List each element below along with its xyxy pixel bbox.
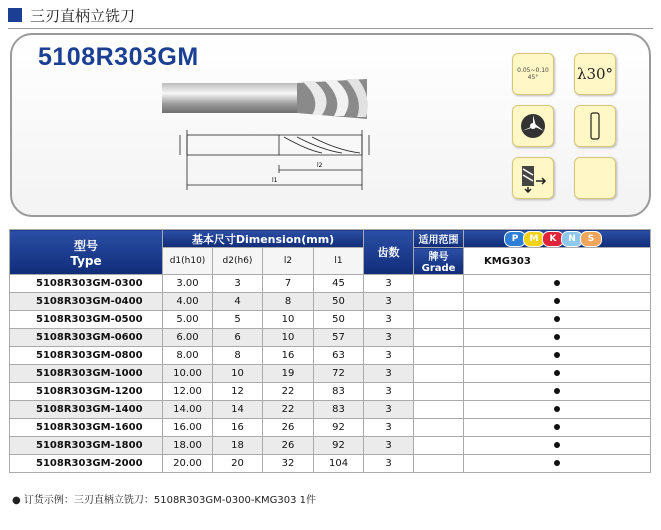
row-l1: 92	[314, 419, 364, 437]
row-d1: 3.00	[163, 275, 213, 293]
col-teeth-header: 齿数	[364, 230, 414, 275]
row-teeth: 3	[364, 275, 414, 293]
row-usage	[414, 383, 464, 401]
order-example: ● 订货示例：三刃直柄立铣刀：5108R303GM-0300-KMG303 1件	[12, 495, 316, 506]
spec-table	[9, 229, 651, 473]
table-row	[10, 437, 651, 455]
row-grade-availability	[464, 311, 651, 329]
available-dot-icon	[554, 460, 560, 466]
table-row	[10, 329, 651, 347]
available-dot-icon	[554, 316, 560, 322]
helix-angle-icon	[574, 53, 616, 95]
material-pills	[464, 230, 651, 248]
row-d2: 8	[213, 347, 263, 365]
row-l2: 8	[263, 293, 314, 311]
row-teeth: 3	[364, 383, 414, 401]
chamfer-icon	[512, 53, 554, 95]
row-d2: 18	[213, 437, 263, 455]
row-d1: 10.00	[163, 365, 213, 383]
col-dimension-header: 基本尺寸Dimension(mm)	[163, 230, 364, 248]
table-row	[10, 383, 651, 401]
row-teeth: 3	[364, 365, 414, 383]
product-card	[10, 33, 651, 217]
row-usage	[414, 329, 464, 347]
col-d2: d2(h6)	[213, 248, 263, 275]
row-grade-availability	[464, 275, 651, 293]
col-type-en: Type	[70, 253, 102, 268]
row-grade-availability	[464, 329, 651, 347]
row-type: 5108R303GM-0600	[10, 329, 163, 347]
available-dot-icon	[554, 280, 560, 286]
col-grade-header: 牌号Grade	[414, 248, 464, 275]
cross-section-icon	[518, 111, 548, 141]
table-row	[10, 275, 651, 293]
row-type: 5108R303GM-1200	[10, 383, 163, 401]
material-pill-m: M	[523, 231, 545, 247]
section-title: 三刃直柄立铣刀	[30, 6, 136, 25]
available-dot-icon	[554, 352, 560, 358]
row-l2: 10	[263, 311, 314, 329]
row-type: 5108R303GM-1000	[10, 365, 163, 383]
available-dot-icon	[554, 370, 560, 376]
row-d2: 20	[213, 455, 263, 473]
row-grade-availability	[464, 437, 651, 455]
row-l1: 63	[314, 347, 364, 365]
row-d2: 14	[213, 401, 263, 419]
col-l1: l1	[314, 248, 364, 275]
row-type: 5108R303GM-1800	[10, 437, 163, 455]
row-teeth: 3	[364, 401, 414, 419]
blank-icon	[574, 157, 616, 199]
row-teeth: 3	[364, 347, 414, 365]
table-row	[10, 419, 651, 437]
row-grade-availability	[464, 293, 651, 311]
row-l2: 26	[263, 419, 314, 437]
row-d2: 4	[213, 293, 263, 311]
row-d2: 12	[213, 383, 263, 401]
row-d2: 10	[213, 365, 263, 383]
row-type: 5108R303GM-0400	[10, 293, 163, 311]
row-l1: 50	[314, 311, 364, 329]
row-type: 5108R303GM-0300	[10, 275, 163, 293]
chamfer-label: 0.05~0.10	[517, 67, 549, 74]
svg-text:l1: l1	[272, 177, 278, 184]
section-header	[8, 4, 135, 26]
row-type: 5108R303GM-2000	[10, 455, 163, 473]
row-d1: 12.00	[163, 383, 213, 401]
col-type-cn: 型号	[73, 238, 98, 253]
material-pill-s: S	[580, 231, 602, 247]
milling-direction-icon	[512, 157, 554, 199]
shank-icon	[574, 105, 616, 147]
dimension-drawing	[172, 125, 382, 205]
row-d1: 6.00	[163, 329, 213, 347]
col-l2: l2	[263, 248, 314, 275]
row-grade-availability	[464, 347, 651, 365]
row-d2: 6	[213, 329, 263, 347]
feed-direction-icon	[518, 163, 548, 193]
model-number: 5108R303GM	[38, 43, 199, 71]
table-row	[10, 311, 651, 329]
row-type: 5108R303GM-1600	[10, 419, 163, 437]
row-d1: 16.00	[163, 419, 213, 437]
row-l1: 50	[314, 293, 364, 311]
row-d1: 14.00	[163, 401, 213, 419]
straight-shank-icon	[585, 111, 605, 141]
table-row	[10, 293, 651, 311]
available-dot-icon	[554, 334, 560, 340]
row-usage	[414, 311, 464, 329]
row-usage	[414, 401, 464, 419]
chamfer-angle-label: 45°	[527, 74, 539, 81]
row-usage	[414, 365, 464, 383]
svg-text:l2: l2	[317, 162, 323, 169]
material-pill-p: P	[504, 231, 526, 247]
row-l1: 72	[314, 365, 364, 383]
row-l1: 83	[314, 401, 364, 419]
material-pill-n: N	[561, 231, 583, 247]
row-d1: 8.00	[163, 347, 213, 365]
row-type: 5108R303GM-1400	[10, 401, 163, 419]
row-d1: 4.00	[163, 293, 213, 311]
three-flute-section-icon	[512, 105, 554, 147]
row-d1: 5.00	[163, 311, 213, 329]
row-l2: 10	[263, 329, 314, 347]
row-l2: 7	[263, 275, 314, 293]
material-pill-k: K	[542, 231, 564, 247]
row-teeth: 3	[364, 329, 414, 347]
row-grade-availability	[464, 455, 651, 473]
col-d1: d1(h10)	[163, 248, 213, 275]
row-usage	[414, 275, 464, 293]
row-usage	[414, 347, 464, 365]
row-l1: 57	[314, 329, 364, 347]
row-d2: 3	[213, 275, 263, 293]
row-usage	[414, 293, 464, 311]
row-l2: 26	[263, 437, 314, 455]
row-grade-availability	[464, 365, 651, 383]
row-l2: 22	[263, 383, 314, 401]
helix-angle-label: λ30°	[576, 65, 614, 83]
available-dot-icon	[554, 442, 560, 448]
row-teeth: 3	[364, 311, 414, 329]
row-d1: 18.00	[163, 437, 213, 455]
row-teeth: 3	[364, 293, 414, 311]
grade-name: KMG303	[464, 248, 651, 275]
row-grade-availability	[464, 383, 651, 401]
divider	[8, 28, 653, 29]
row-l1: 104	[314, 455, 364, 473]
row-l1: 92	[314, 437, 364, 455]
row-l2: 22	[263, 401, 314, 419]
col-usage-header: 适用范围	[414, 230, 464, 248]
row-l1: 45	[314, 275, 364, 293]
row-l2: 16	[263, 347, 314, 365]
row-teeth: 3	[364, 455, 414, 473]
row-teeth: 3	[364, 437, 414, 455]
header-square-icon	[8, 8, 22, 22]
row-d1: 20.00	[163, 455, 213, 473]
row-type: 5108R303GM-0500	[10, 311, 163, 329]
table-row	[10, 455, 651, 473]
row-l2: 19	[263, 365, 314, 383]
row-grade-availability	[464, 401, 651, 419]
row-teeth: 3	[364, 419, 414, 437]
row-usage	[414, 437, 464, 455]
available-dot-icon	[554, 298, 560, 304]
row-grade-availability	[464, 419, 651, 437]
table-row	[10, 347, 651, 365]
available-dot-icon	[554, 388, 560, 394]
row-type: 5108R303GM-0800	[10, 347, 163, 365]
row-d2: 16	[213, 419, 263, 437]
table-row	[10, 365, 651, 383]
available-dot-icon	[554, 406, 560, 412]
row-l2: 32	[263, 455, 314, 473]
row-d2: 5	[213, 311, 263, 329]
table-header-row	[10, 230, 651, 248]
row-usage	[414, 455, 464, 473]
col-type-header	[10, 230, 163, 275]
table-row	[10, 401, 651, 419]
row-usage	[414, 419, 464, 437]
row-l1: 83	[314, 383, 364, 401]
available-dot-icon	[554, 424, 560, 430]
